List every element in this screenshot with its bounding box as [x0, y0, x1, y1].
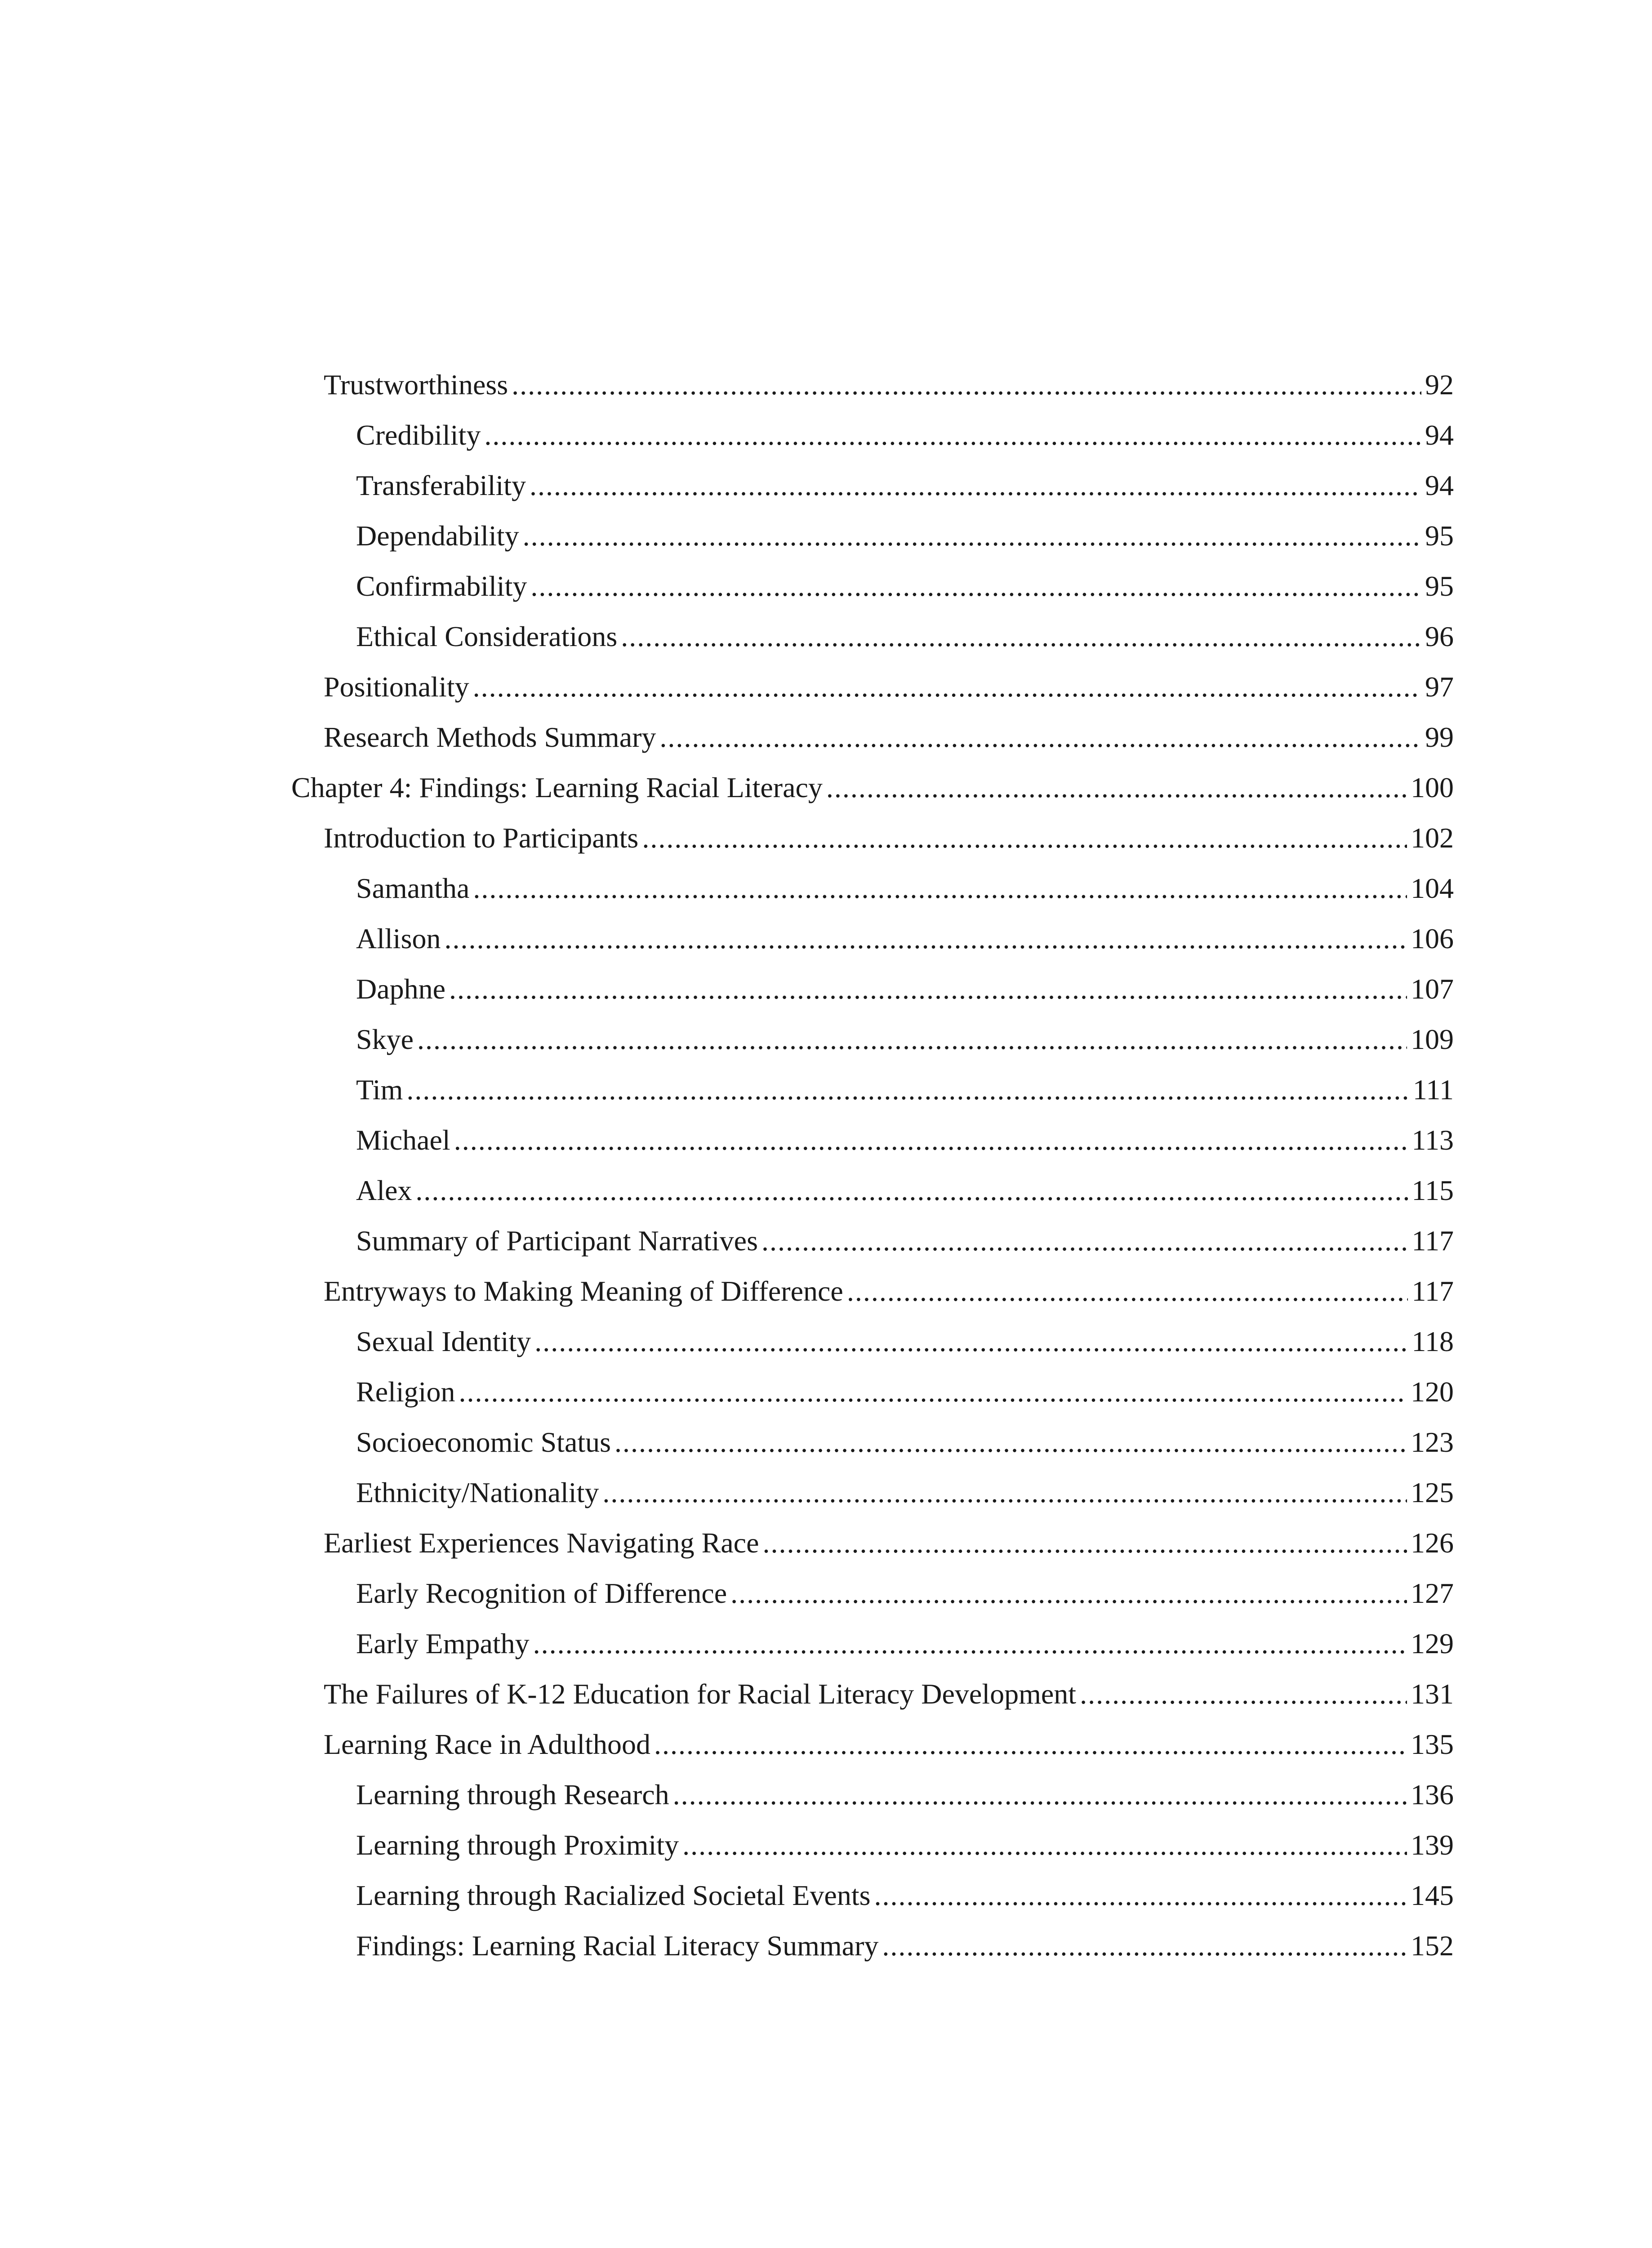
- toc-entry-title: Earliest Experiences Navigating Race: [324, 1527, 759, 1559]
- toc-entry-title: Socioeconomic Status: [356, 1426, 611, 1458]
- toc-entry[interactable]: [291, 1820, 1454, 1870]
- toc-entry-title: Sexual Identity: [356, 1325, 531, 1357]
- toc-entry-page-number: 104: [1411, 872, 1454, 904]
- toc-entry-page-number: 125: [1411, 1476, 1454, 1508]
- toc-entry[interactable]: [291, 1115, 1454, 1165]
- toc-entry-page-number: 113: [1412, 1124, 1454, 1156]
- toc-entry-page-number: 135: [1411, 1728, 1454, 1760]
- toc-entry-page-number: 136: [1411, 1779, 1454, 1811]
- toc-entry-title: Transferability: [356, 469, 526, 501]
- toc-entry-title: Introduction to Participants: [324, 822, 639, 854]
- toc-entry-title: Ethnicity/Nationality: [356, 1476, 599, 1508]
- toc-entry-title: Michael: [356, 1124, 450, 1156]
- dot-leader: [621, 611, 1421, 662]
- toc-entry-title: Religion: [356, 1376, 455, 1408]
- toc-entry-page-number: 94: [1425, 469, 1454, 501]
- toc-entry-page-number: 152: [1411, 1930, 1454, 1962]
- dot-leader: [484, 410, 1421, 460]
- dot-leader: [847, 1266, 1408, 1316]
- toc-entry-title: Confirmability: [356, 570, 527, 602]
- dot-leader: [454, 1115, 1408, 1165]
- dot-leader: [874, 1870, 1407, 1921]
- toc-entry-title: Alex: [356, 1174, 412, 1206]
- dot-leader: [530, 561, 1421, 611]
- dot-leader: [417, 1014, 1407, 1065]
- toc-entry[interactable]: [291, 460, 1454, 511]
- toc-entry-page-number: 97: [1425, 671, 1454, 703]
- toc-entry[interactable]: [291, 1014, 1454, 1065]
- toc-entry[interactable]: [291, 1568, 1454, 1619]
- toc-entry-page-number: 145: [1411, 1879, 1454, 1911]
- toc-entry-page-number: 95: [1425, 570, 1454, 602]
- toc-entry-title: Summary of Participant Narratives: [356, 1225, 758, 1257]
- toc-entry[interactable]: [291, 1165, 1454, 1216]
- dot-leader: [512, 360, 1421, 410]
- dot-leader: [614, 1417, 1407, 1467]
- toc-entry-title: Credibility: [356, 419, 481, 451]
- toc-entry-page-number: 96: [1425, 620, 1454, 652]
- toc-entry-title: Research Methods Summary: [324, 721, 656, 753]
- toc-entry-page-number: 102: [1411, 822, 1454, 854]
- toc-entry-title: Chapter 4: Findings: Learning Racial Literacy: [291, 772, 823, 803]
- toc-entry-title: Learning through Racialized Societal Events: [356, 1879, 871, 1911]
- toc-entry-page-number: 115: [1412, 1174, 1454, 1206]
- toc-entry-page-number: 139: [1411, 1829, 1454, 1861]
- toc-entry-page-number: 129: [1411, 1628, 1454, 1659]
- dot-leader: [673, 1770, 1407, 1820]
- toc-entry[interactable]: [291, 1266, 1454, 1316]
- toc-entry[interactable]: [291, 863, 1454, 914]
- toc-entry-page-number: 109: [1411, 1023, 1454, 1055]
- toc-entry-title: Positionality: [324, 671, 469, 703]
- dot-leader: [730, 1568, 1407, 1619]
- toc-entry[interactable]: [291, 511, 1454, 561]
- dot-leader: [459, 1367, 1407, 1417]
- dot-leader: [682, 1820, 1407, 1870]
- toc-entry[interactable]: [291, 914, 1454, 964]
- dot-leader: [449, 964, 1407, 1014]
- toc-entry-page-number: 99: [1425, 721, 1454, 753]
- table-of-contents: [291, 360, 1454, 1971]
- dot-leader: [533, 1619, 1407, 1669]
- toc-entry[interactable]: [291, 1518, 1454, 1568]
- toc-entry-page-number: 123: [1411, 1426, 1454, 1458]
- toc-entry[interactable]: [291, 1467, 1454, 1518]
- toc-entry[interactable]: [291, 1367, 1454, 1417]
- toc-entry-page-number: 95: [1425, 520, 1454, 552]
- toc-entry-page-number: 106: [1411, 923, 1454, 955]
- toc-entry-page-number: 92: [1425, 369, 1454, 401]
- toc-entry[interactable]: [291, 763, 1454, 813]
- toc-entry[interactable]: [291, 1216, 1454, 1266]
- toc-entry-title: Learning through Research: [356, 1779, 669, 1811]
- toc-entry-page-number: 117: [1412, 1225, 1454, 1257]
- toc-entry-page-number: 111: [1412, 1074, 1454, 1106]
- toc-entry-title: Tim: [356, 1074, 403, 1106]
- toc-entry-title: The Failures of K-12 Education for Racial Literacy Development: [324, 1678, 1077, 1710]
- toc-entry-title: Findings: Learning Racial Literacy Summary: [356, 1930, 879, 1962]
- toc-entry-title: Ethical Considerations: [356, 620, 618, 652]
- toc-entry-title: Early Empathy: [356, 1628, 530, 1659]
- toc-entry[interactable]: [291, 1719, 1454, 1770]
- dot-leader: [473, 863, 1407, 914]
- dot-leader: [882, 1921, 1407, 1971]
- dot-leader: [826, 763, 1407, 813]
- dot-leader: [654, 1719, 1407, 1770]
- toc-entry-title: Learning through Proximity: [356, 1829, 679, 1861]
- toc-entry[interactable]: [291, 1770, 1454, 1820]
- toc-entry-page-number: 107: [1411, 973, 1454, 1005]
- dot-leader: [761, 1216, 1408, 1266]
- toc-entry-page-number: 126: [1411, 1527, 1454, 1559]
- toc-entry-page-number: 131: [1411, 1678, 1454, 1710]
- toc-entry[interactable]: [291, 410, 1454, 460]
- dot-leader: [1080, 1669, 1407, 1719]
- dot-leader: [415, 1165, 1408, 1216]
- toc-entry[interactable]: [291, 1316, 1454, 1367]
- dot-leader: [530, 460, 1421, 511]
- toc-entry-title: Entryways to Making Meaning of Difference: [324, 1275, 843, 1307]
- dot-leader: [406, 1065, 1409, 1115]
- dot-leader: [534, 1316, 1408, 1367]
- dot-leader: [642, 813, 1407, 863]
- toc-entry-title: Samantha: [356, 872, 470, 904]
- toc-entry[interactable]: [291, 662, 1454, 712]
- dot-leader: [602, 1467, 1407, 1518]
- toc-entry-page-number: 94: [1425, 419, 1454, 451]
- dot-leader: [523, 511, 1421, 561]
- toc-entry[interactable]: [291, 1417, 1454, 1467]
- toc-entry[interactable]: [291, 360, 1454, 410]
- toc-entry[interactable]: [291, 813, 1454, 863]
- dot-leader: [762, 1518, 1407, 1568]
- toc-entry-title: Early Recognition of Difference: [356, 1577, 727, 1609]
- toc-entry[interactable]: [291, 561, 1454, 611]
- toc-entry-title: Allison: [356, 923, 441, 955]
- toc-entry-title: Trustworthiness: [324, 369, 508, 401]
- toc-entry[interactable]: [291, 1065, 1454, 1115]
- toc-entry-title: Dependability: [356, 520, 519, 552]
- toc-entry[interactable]: [291, 1921, 1454, 1971]
- dot-leader: [473, 662, 1421, 712]
- toc-entry-page-number: 117: [1412, 1275, 1454, 1307]
- toc-entry[interactable]: [291, 1669, 1454, 1719]
- toc-entry-page-number: 118: [1412, 1325, 1454, 1357]
- toc-entry[interactable]: [291, 1619, 1454, 1669]
- toc-entry-page-number: 100: [1411, 772, 1454, 803]
- toc-entry-page-number: 127: [1411, 1577, 1454, 1609]
- toc-entry-title: Skye: [356, 1023, 414, 1055]
- toc-entry[interactable]: [291, 611, 1454, 662]
- toc-entry-title: Learning Race in Adulthood: [324, 1728, 650, 1760]
- toc-entry-title: Daphne: [356, 973, 446, 1005]
- toc-entry[interactable]: [291, 1870, 1454, 1921]
- toc-entry[interactable]: [291, 712, 1454, 763]
- toc-entry[interactable]: [291, 964, 1454, 1014]
- dot-leader: [659, 712, 1421, 763]
- toc-entry-page-number: 120: [1411, 1376, 1454, 1408]
- dot-leader: [444, 914, 1407, 964]
